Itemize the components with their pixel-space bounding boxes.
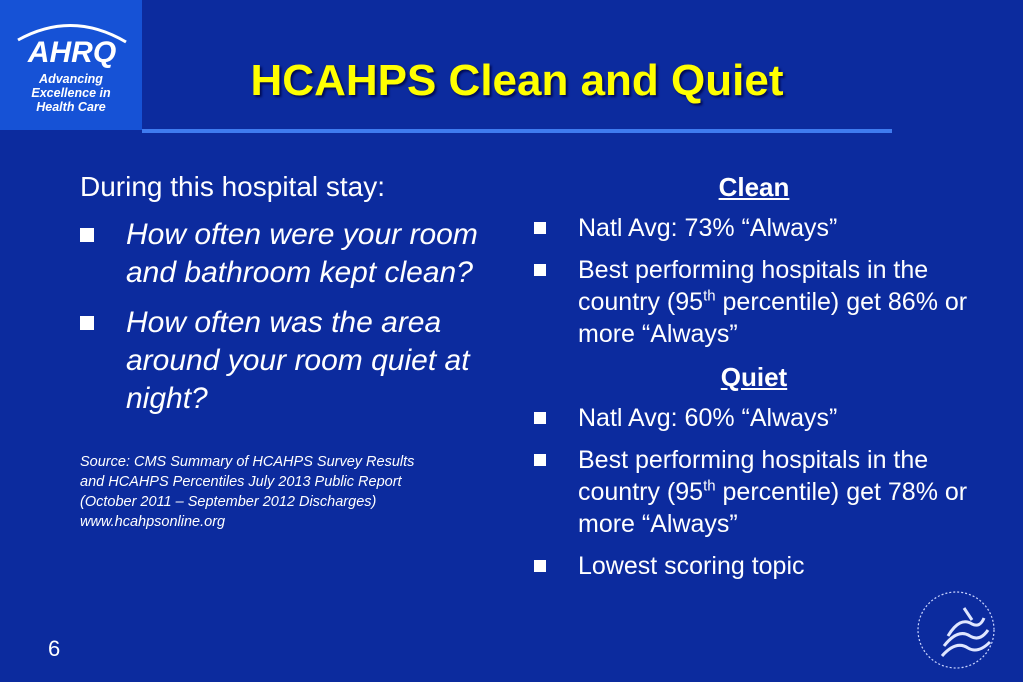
survey-questions-panel [80,170,510,532]
title-divider [142,129,892,133]
source-line: and HCAHPS Percentiles July 2013 Public Report [80,474,402,490]
list-item [80,216,510,292]
ahrq-tagline [0,72,142,114]
clean-best-performing: Best performing hospitals in the country (95th percentile) get 86% or more “Always” [578,256,968,348]
ahrq-logo-mark-icon [14,18,130,68]
list-item [534,550,974,582]
clean-results-list [534,212,974,350]
list-item [80,304,510,418]
source-line: Source: CMS Summary of HCAHPS Survey Results [80,454,415,470]
questions-list [80,216,510,418]
ahrq-wordmark: AHRQ [27,36,117,68]
source-url: www.hcahpsonline.org [80,514,226,530]
ahrq-tagline-line: Advancing [39,72,103,86]
clean-heading: Clean [718,172,790,202]
source-citation [80,452,510,532]
list-item [534,212,974,244]
questions-lead: During this hospital stay: [80,171,386,202]
hhs-seal-icon [912,586,1004,672]
ahrq-tagline-line: Health Care [36,100,106,114]
square-bullet-icon [534,560,546,572]
list-item [534,254,974,350]
list-item [534,444,974,540]
results-panel [534,170,974,592]
clean-natl-avg: Natl Avg: 73% “Always” [578,214,838,242]
quiet-heading: Quiet [720,362,788,392]
square-bullet-icon [534,454,546,466]
square-bullet-icon [80,228,94,242]
quiet-best-performing: Best performing hospitals in the country (95th percentile) get 78% or more “Always” [578,446,968,538]
ahrq-logo [0,0,142,130]
square-bullet-icon [534,412,546,424]
lowest-scoring-note: Lowest scoring topic [578,552,805,580]
slide-title: HCAHPS Clean and Quiet [250,56,784,105]
quiet-natl-avg: Natl Avg: 60% “Always” [578,404,838,432]
square-bullet-icon [80,316,94,330]
square-bullet-icon [534,264,546,276]
list-item [534,402,974,434]
source-line: (October 2011 – September 2012 Discharges) [80,494,377,510]
page-number: 6 [48,636,61,661]
square-bullet-icon [534,222,546,234]
question-text: How often were your room and bathroom kept clean? [126,218,478,289]
question-text: How often was the area around your room quiet at night? [126,306,470,415]
ahrq-tagline-line: Excellence in [31,86,111,100]
quiet-results-list [534,402,974,582]
